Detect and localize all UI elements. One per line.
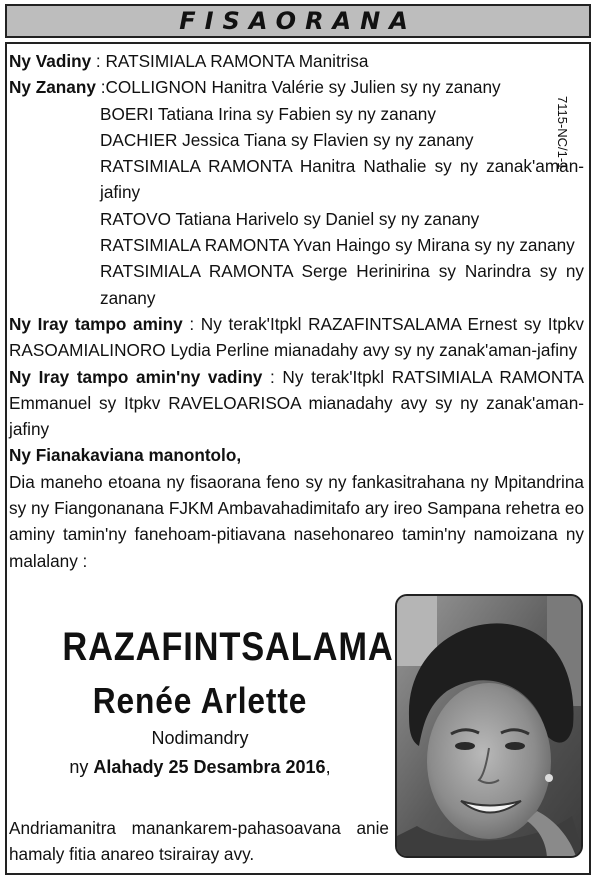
siblings-label: Ny Iray tampo aminy — [9, 313, 183, 334]
spouse-text: : RATSIMIALA RAMONTA Manitrisa — [91, 51, 369, 71]
list-item: RATOVO Tatiana Harivelo sy Daniel sy ny zanany — [100, 208, 480, 229]
list-item: DACHIER Jessica Tiana sy Flavien sy ny zanany — [100, 129, 474, 150]
spouse-siblings-text: : Ny terak'Itpkl RATSIMIALA RAMONTA Emmanuel sy Itpkv RAVELOARISOA mianadahy avy sy ny zanak'aman-jafiny — [9, 366, 584, 440]
list-item: RATSIMIALA RAMONTA Serge Herinirina sy Narindra sy ny zanany — [100, 261, 584, 308]
closing-blessing: Andriamanitra manankarem-pahasoavana anie hamaly fitia anareo tsirairay avy. — [9, 818, 389, 865]
spouse-line — [9, 48, 584, 74]
reference-code: 7115-NC/1-1 — [555, 96, 570, 170]
date-suffix: , — [325, 757, 331, 777]
spouse-siblings-line — [9, 364, 584, 443]
spouse-label: Ny Vadiny — [9, 51, 92, 71]
date-prefix: ny — [69, 757, 94, 777]
children-line — [9, 74, 584, 100]
death-status: Nodimandry — [151, 728, 249, 748]
siblings-line — [9, 311, 584, 364]
deceased-surname: RAZAFINTSALAMA — [62, 625, 394, 669]
children-list — [9, 101, 584, 311]
deceased-portrait-photo — [395, 594, 583, 858]
list-item: RATSIMIALA RAMONTA Yvan Haingo sy Mirana sy ny zanany — [100, 235, 575, 256]
family-label: Ny Fianakaviana manontolo, — [9, 445, 242, 466]
notice-title: FISAORANA — [179, 7, 417, 35]
thanks-paragraph: Dia maneho etoana ny fisaorana feno sy ny fankasitrahana ny Mpitandrina sy ny Fiangonanana FJKM Ambavahadimitafo ary ireo Sampana rehetra eo aminy tamin'ny fanehoam-pitiavana nasehonareo tamin'ny namoizana ny malalany : — [9, 471, 584, 571]
date-value: Alahady 25 Desambra 2016 — [93, 757, 326, 777]
list-item: BOERI Tatiana Irina sy Fabien sy ny zanany — [100, 103, 436, 124]
deceased-given-names: Renée Arlette — [92, 680, 308, 721]
siblings-text: : Ny terak'Itpkl RAZAFINTSALAMA Ernest sy Itpkv RASOAMIALINORO Lydia Perline mianadahy avy sy ny zanak'aman-jafiny — [9, 313, 585, 361]
list-item: RATSIMIALA RAMONTA Hanitra Nathalie sy ny zanak'aman-jafiny — [100, 156, 584, 203]
children-label: Ny Zanany — [9, 77, 96, 98]
children-first: :COLLIGNON Hanitra Valérie sy Julien sy ny zanany — [95, 77, 501, 98]
notice-body — [9, 48, 584, 574]
portrait-image — [397, 596, 583, 858]
spouse-siblings-label: Ny Iray tampo amin'ny vadiny — [9, 366, 263, 387]
death-date — [20, 757, 380, 778]
notice-header — [5, 4, 591, 38]
